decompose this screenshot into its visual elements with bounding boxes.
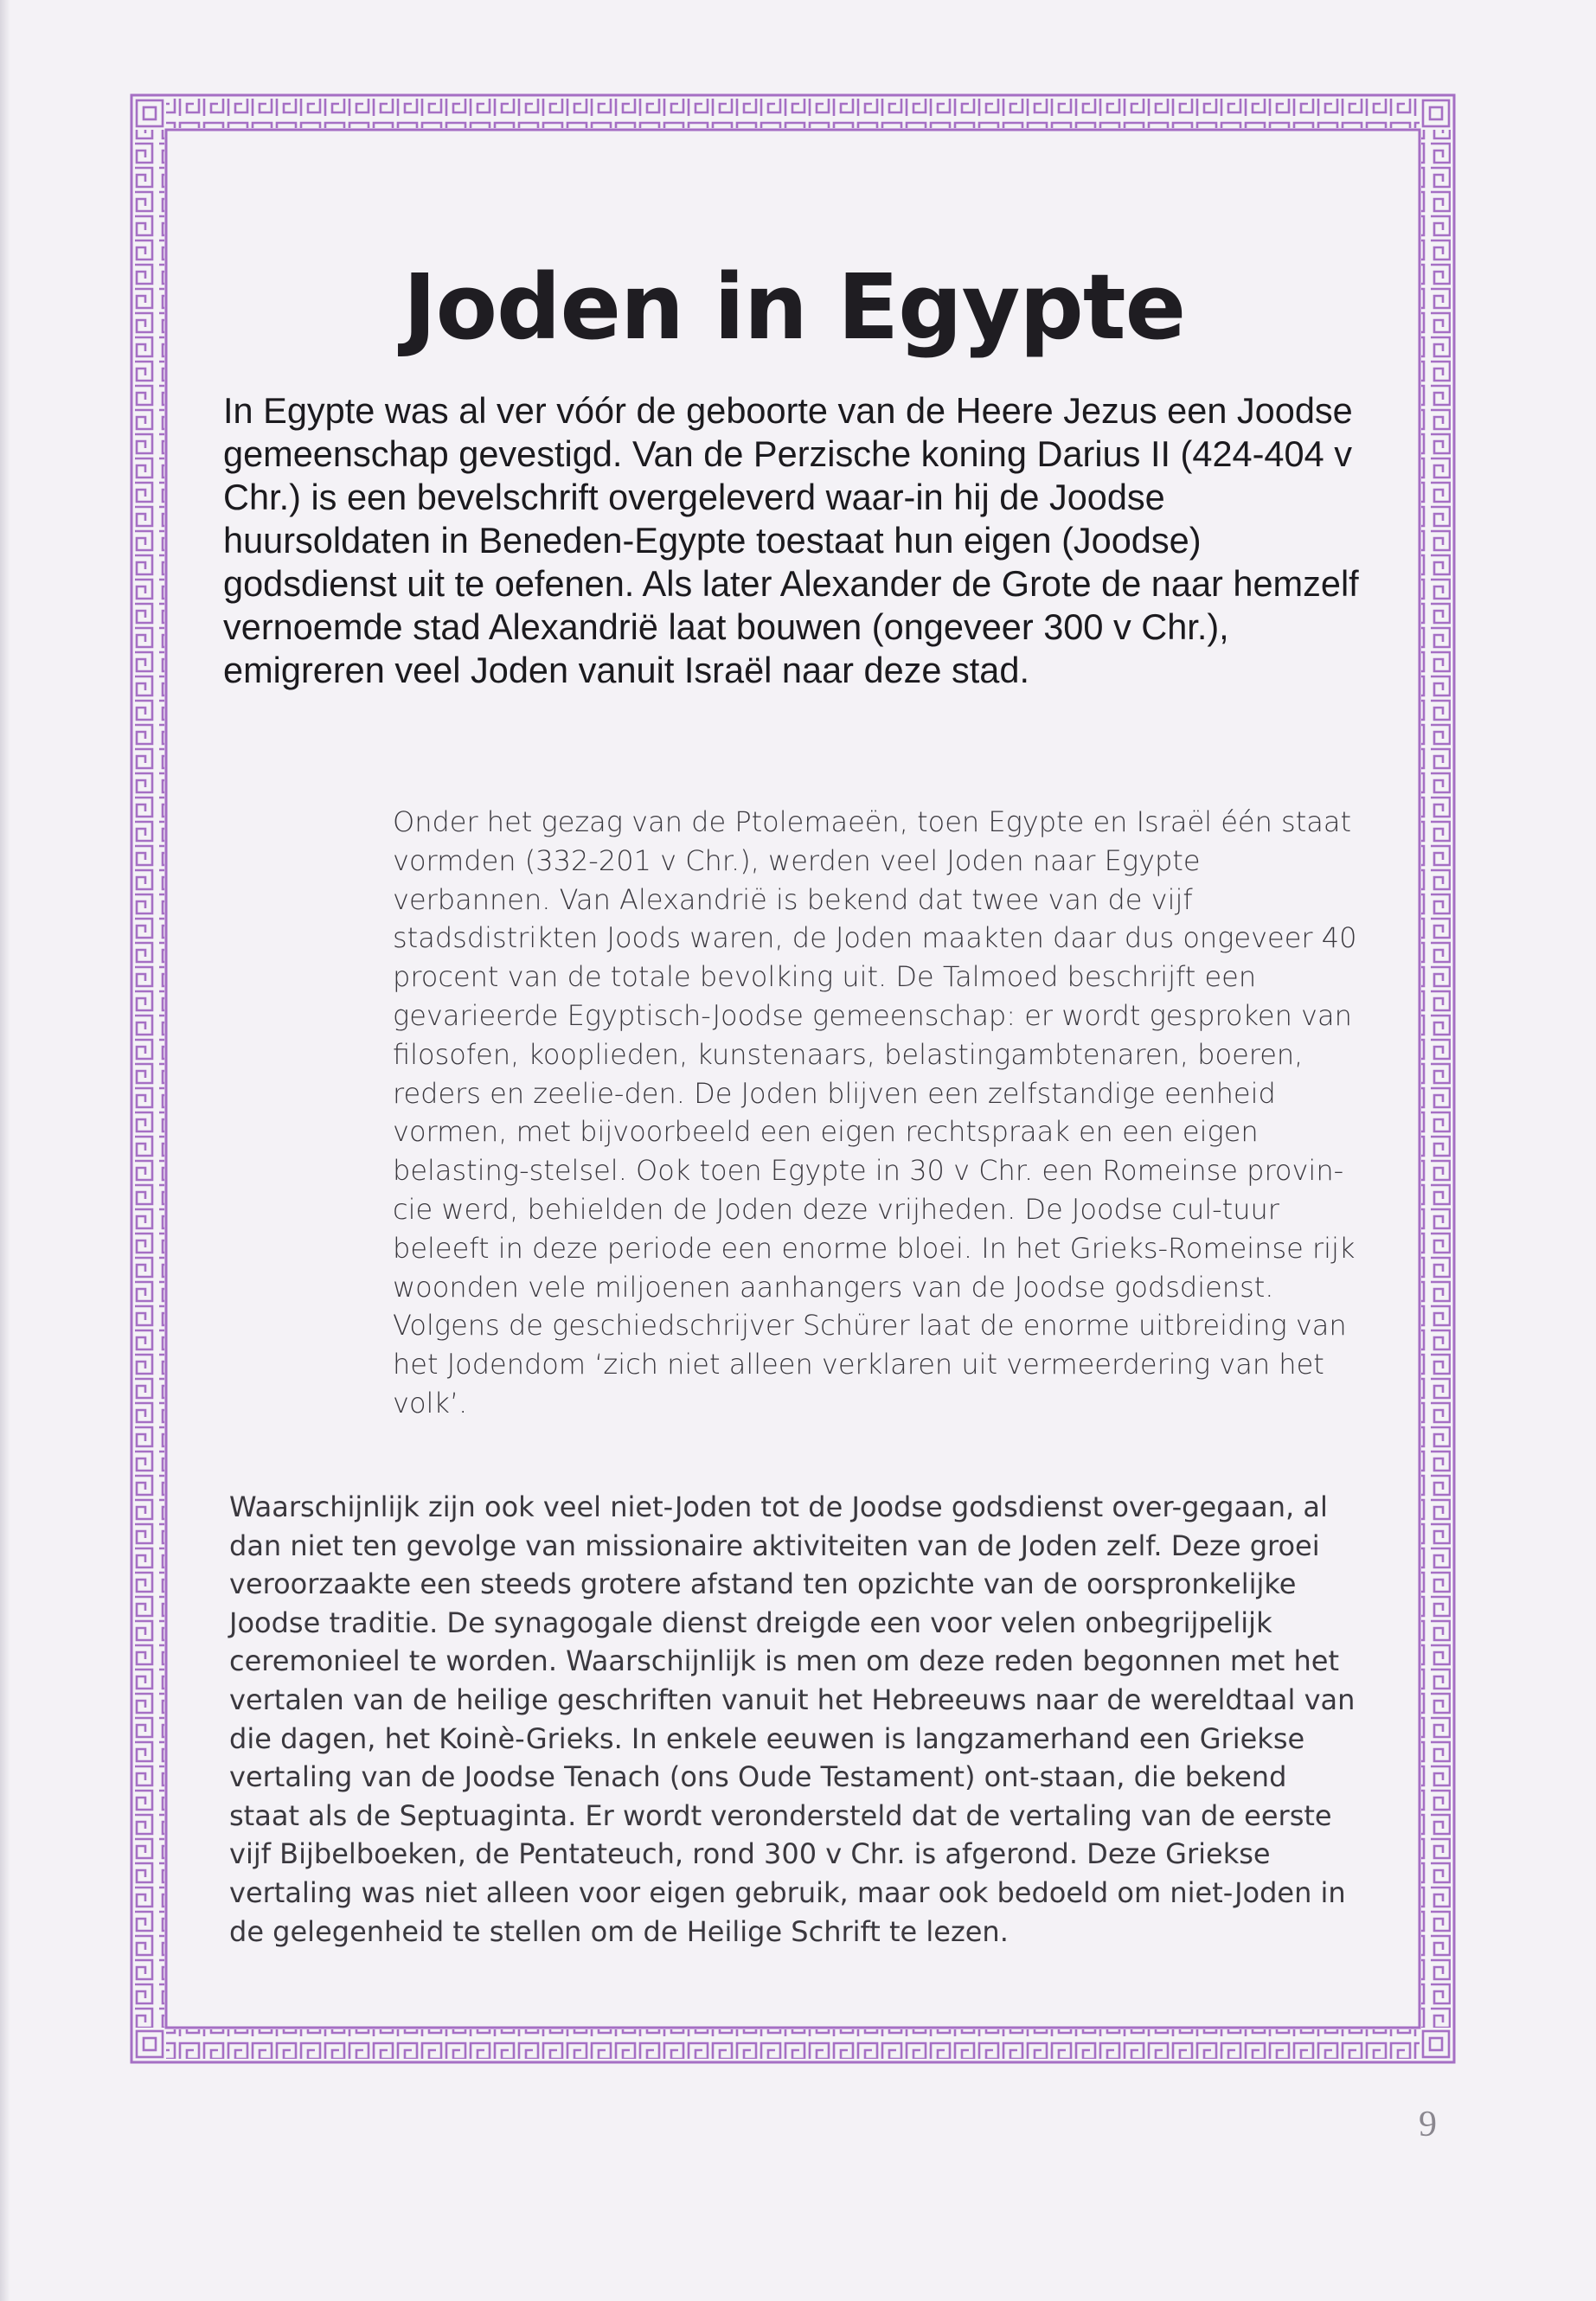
intro-paragraph: In Egypte was al ver vóór de geboorte van de Heere Jezus een Joodse gemeenschap gevestigd. Van de Perzische koning Darius II (424-404 v Chr.) is een bevelschrift overgeleverd waar-in hij de Joodse huursoldaten in Beneden-Egypte toestaat hun eigen (Joodse) godsdienst uit te oefenen. Als later Alexander de Grote de naar hemzelf vernoemde stad Alexandrië laat bouwen (ongeveer 300 v Chr.), emigreren veel Joden vanuit Israël naar deze stad.	[223, 390, 1359, 690]
body-paragraph-indented: Onder het gezag van de Ptolemaeën, toen Egypte en Israël één staat vormden (332-201 v Chr.), werden veel Joden naar Egypte verbannen. Van Alexandrië is bekend dat twee van de vijf stadsdistrikten Joods waren, de Joden maakten daar dus ongeveer 40 procent van de totale bevolking uit. De Talmoed beschrijft een gevarieerde Egyptisch-Joodse gemeenschap: er wordt gesproken van filosofen, kooplieden, kunstenaars, belastingambtenaren, boeren, reders en zeelie-den. De Joden blijven een zelfstandige eenheid vormen, met bijvoorbeeld een eigen rechtspraak en een eigen belasting-stelsel. Ook toen Egypte in 30 v Chr. een Romeinse provin-cie werd, behielden de Joden deze vrijheden. De Joodse cul-tuur beleeft in deze periode een enorme bloei. In het Grieks-Romeinse rijk woonden vele miljoenen aanhangers van de Joodse godsdienst. Volgens de geschiedschrijver Schürer laat de enorme uitbreiding van het Jodendom ‘zich niet alleen verklaren uit vermeerdering van het volk’.	[393, 805, 1357, 1420]
page-content	[215, 163, 1374, 2014]
greek-key-border-frame	[130, 93, 1456, 2064]
page-title: Joden in Egypte	[402, 254, 1186, 360]
page-number: 9	[1419, 2105, 1437, 2144]
body-paragraph-full: Waarschijnlijk zijn ook veel niet-Joden tot de Joodse godsdienst over-gegaan, al dan niet ten gevolge van missionaire aktiviteiten van de Joden zelf. Deze groei veroorzaakte een steeds grotere afstand ten opzichte van de oorspronkelijke Joodse traditie. De synagogale dienst dreigde een voor velen onbegrijpelijk ceremonieel te worden. Waarschijnlijk is men om deze reden begonnen met het vertalen van de heilige geschriften vanuit het Hebreeuws naar de wereldtaal van die dagen, het Koinè-Grieks. In enkele eeuwen is langzamerhand een Griekse vertaling van de Joodse Tenach (ons Oude Testament) ont-staan, die bekend staat als de Septuaginta. Er wordt verondersteld dat de vertaling van de eerste vijf Bijbelboeken, de Pentateuch, rond 300 v Chr. is afgerond. Deze Griekse vertaling was niet alleen voor eigen gebruik, maar ook bedoeld om niet-Joden in de gelegenheid te stellen om de Heilige Schrift te lezen.	[229, 1490, 1356, 1948]
page-edge-shadow	[0, 0, 10, 2301]
